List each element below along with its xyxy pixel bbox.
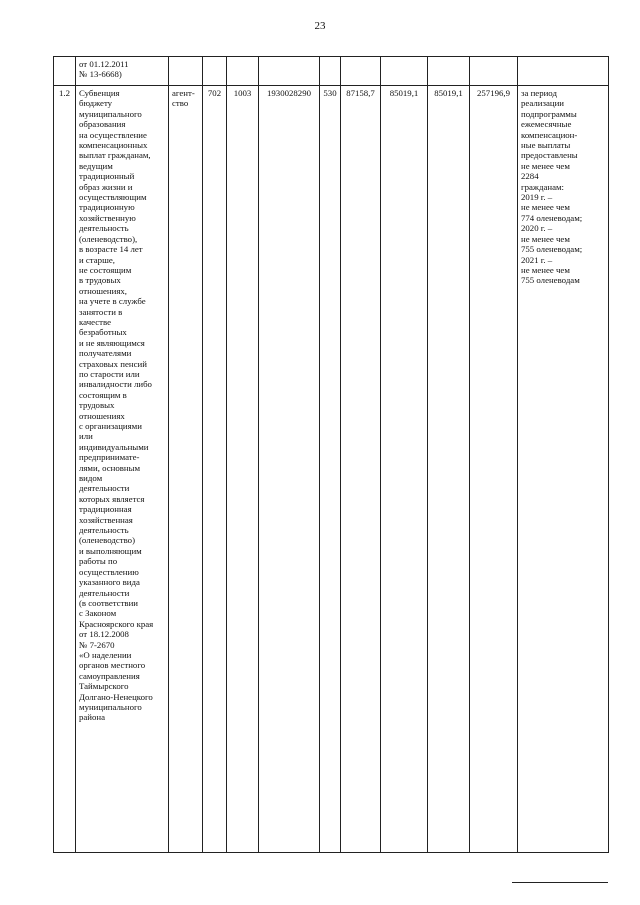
cell-pr: 1003 xyxy=(227,86,259,853)
cell-total: 257196,9 xyxy=(470,86,518,853)
cell-rz xyxy=(203,57,227,86)
budget-table xyxy=(53,56,609,853)
cell-2020: 85019,1 xyxy=(381,86,428,853)
table-row-continuation xyxy=(54,57,609,86)
cell-2021 xyxy=(428,57,470,86)
cell-grbs: агент- ство xyxy=(169,86,203,853)
cell-pr xyxy=(227,57,259,86)
cell-rz: 702 xyxy=(203,86,227,853)
cell-grbs xyxy=(169,57,203,86)
cell-2019: 87158,7 xyxy=(341,86,381,853)
cell-vr xyxy=(320,57,341,86)
cell-csr xyxy=(259,57,320,86)
footer-rule xyxy=(512,882,608,883)
cell-result xyxy=(518,57,609,86)
cell-result: за период реализации подпрограммы ежемесячные компенсацион- ные выплаты предоставлены не менее чем 2284 гражданам: 2019 г. – не менее чем 774 оленеводам; 2020 г. – не менее чем 755 оленеводам; 2021 г. – не менее чем 755 оленеводам xyxy=(518,86,609,853)
cell-name: Субвенция бюджету муниципального образования на осуществление компенсационных выплат гражданам, ведущим традиционный образ жизни и осуществляющим традиционную хозяйственную деятельность (оленеводство), в возрасте 14 лет и старше, не состоящим в трудовых отношениях, на учете в службе занятости в качестве безработных и не являющимся получателями страховых пенсий по старости или инвалидности либо состоящим в трудовых отношениях с организациями или индивидуальными предпринимате- лями, основным видом деятельности которых является традиционная хозяйственная деятельность (оленеводство) и выполняющим работы по осуществлению указанного вида деятельности (в соответствии с Законом Красноярского края от 18.12.2008 № 7-2670 «О наделении органов местного самоуправления Таймырского Долгано-Ненецкого муниципального района xyxy=(76,86,169,853)
table-row-main xyxy=(54,86,609,853)
cell-num: 1.2 xyxy=(54,86,76,853)
page-number: 23 xyxy=(314,20,326,32)
cell-vr: 530 xyxy=(320,86,341,853)
cell-total xyxy=(470,57,518,86)
cell-2019 xyxy=(341,57,381,86)
cell-csr: 1930028290 xyxy=(259,86,320,853)
cell-name: от 01.12.2011 № 13-6668) xyxy=(76,57,169,86)
cell-num xyxy=(54,57,76,86)
cell-2020 xyxy=(381,57,428,86)
cell-2021: 85019,1 xyxy=(428,86,470,853)
